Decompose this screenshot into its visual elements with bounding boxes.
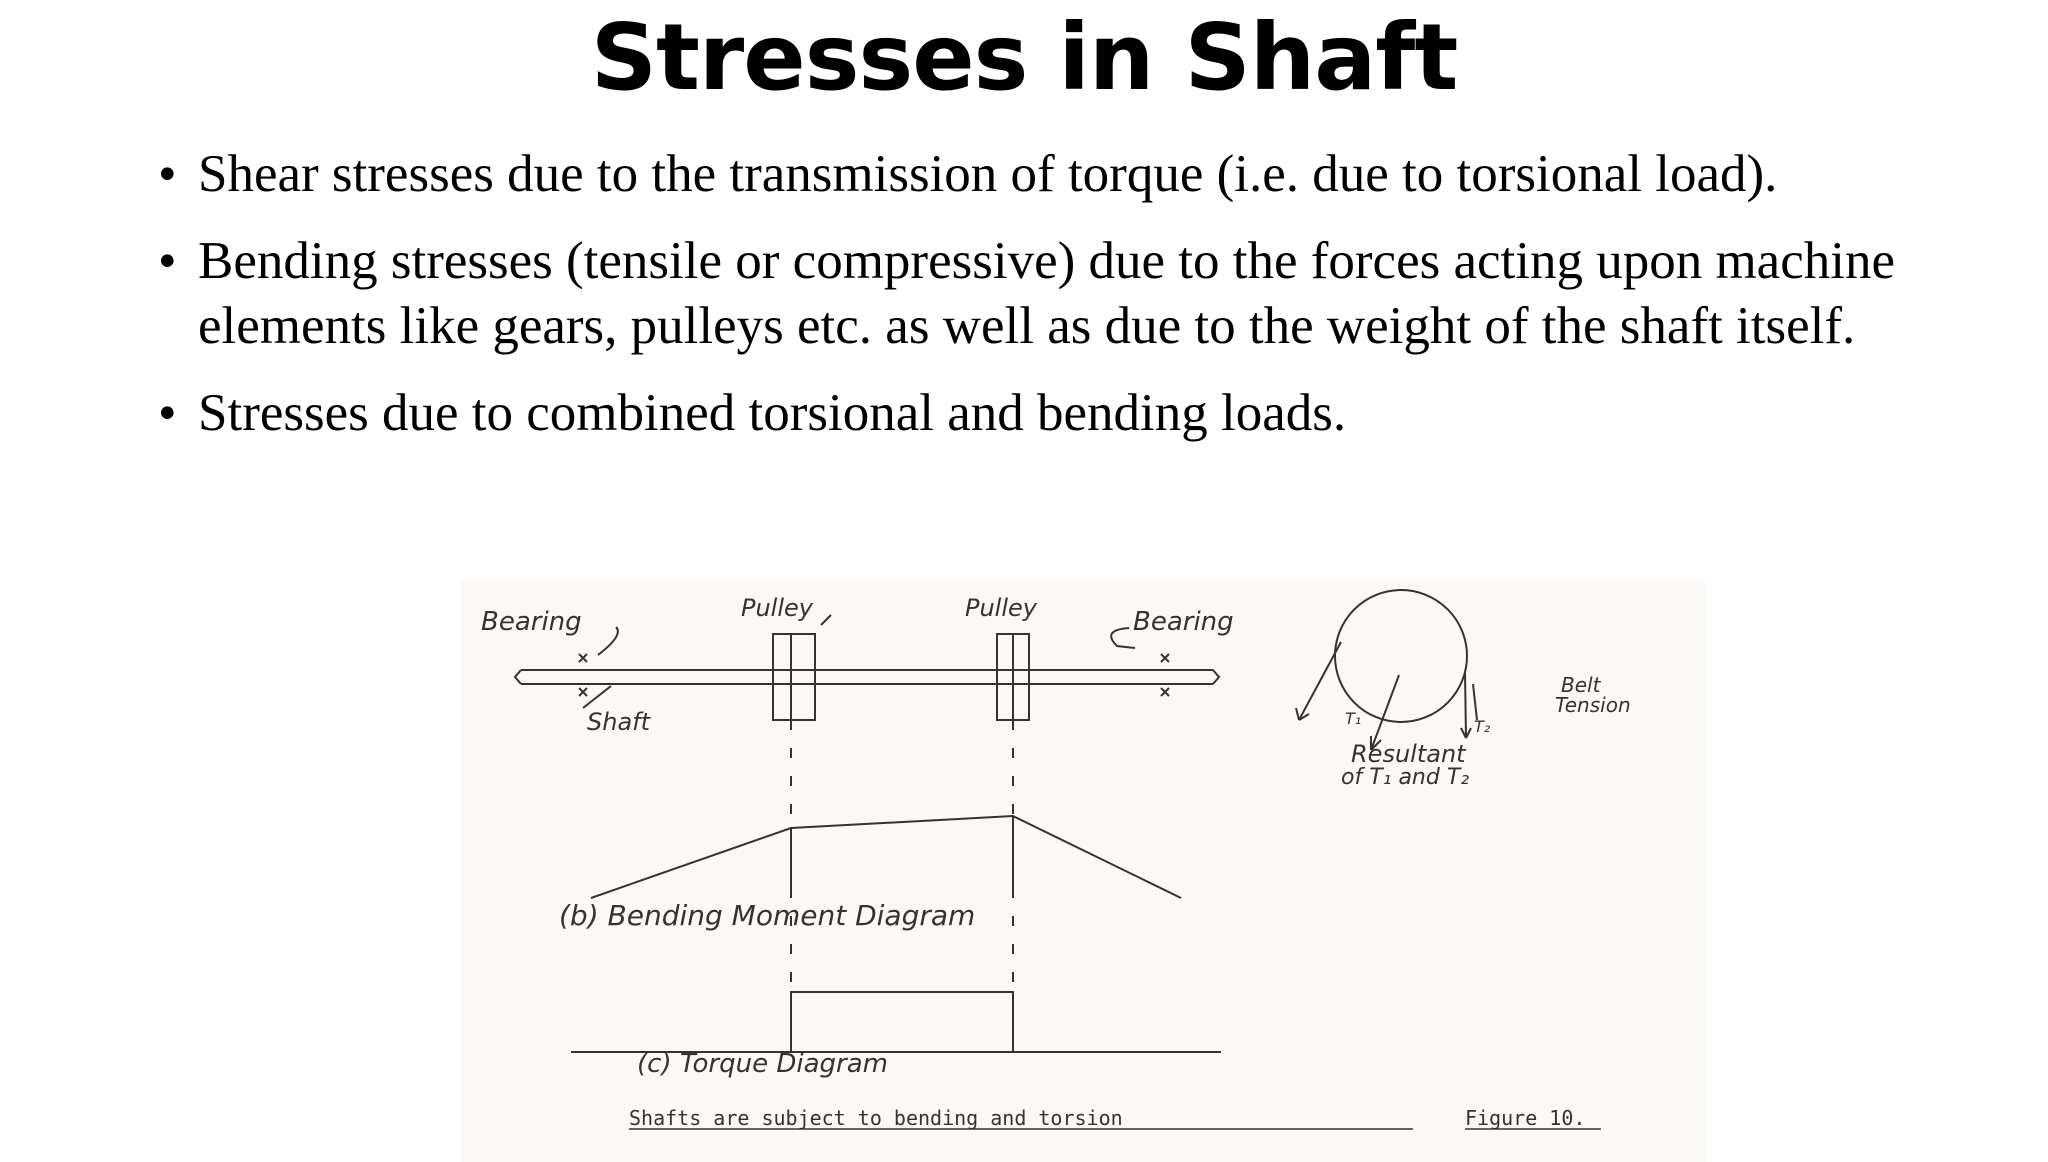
pulley-right-label: Pulley <box>965 594 1037 622</box>
bullet-text: Bending stresses (tensile or compressive) due to the forces acting upon machine elements like gears, pulleys etc. as well as due to the weight of the shaft itself. <box>198 232 1895 355</box>
tension-label: Tension <box>1555 693 1631 717</box>
footer-caption: Shafts are subject to bending and torsion <box>629 1106 1123 1130</box>
shaft-left-end <box>515 670 521 684</box>
shaft-right-end <box>1213 670 1219 684</box>
t1-label: T₁ <box>1345 709 1362 728</box>
slide-title: Stresses in Shaft <box>590 4 1458 111</box>
bearing-right-mark <box>1161 688 1169 696</box>
t2-label: T₂ <box>1474 717 1491 736</box>
belt-label: Belt <box>1561 673 1601 697</box>
bending-moment-curve <box>591 816 1181 898</box>
resultant-arrow <box>1371 675 1399 750</box>
bearing-right-mark <box>1161 654 1169 662</box>
bearing-right-label: Bearing <box>1133 607 1234 637</box>
bullet-dot: • <box>158 384 177 442</box>
belt-t1-line <box>1299 642 1341 720</box>
resultant-label: Resultant <box>1351 740 1466 768</box>
bullet-text: Stresses due to combined torsional and bending loads. <box>198 384 1347 442</box>
shaft-diagram-svg <box>461 580 1705 1152</box>
resultant-of-label: of T₁ and T₂ <box>1341 765 1470 790</box>
torque-caption: (c) Torque Diagram <box>637 1049 888 1079</box>
bullet-dot: • <box>158 232 177 290</box>
bearing-left-leader <box>598 627 618 655</box>
shaft-leader <box>583 686 611 708</box>
pulley-circle <box>1335 590 1467 722</box>
bullet-text: Shear stresses due to the transmission of torque (i.e. due to torsional load). <box>198 145 1778 203</box>
bearing-left-label: Bearing <box>481 607 582 637</box>
pulley-left-label: Pulley <box>741 594 813 622</box>
bullet-dot: • <box>158 145 177 203</box>
bearing-right-leader <box>1111 628 1135 648</box>
torque-block <box>791 992 1013 1052</box>
bullet-item <box>150 142 1930 207</box>
bullet-item <box>150 381 1930 446</box>
bullet-item <box>150 229 1930 359</box>
bullet-list <box>150 142 1930 468</box>
figure-number: Figure 10. <box>1465 1106 1586 1130</box>
shaft-label: Shaft <box>587 708 651 736</box>
pulley-right-leader <box>821 615 831 625</box>
pulley-left <box>773 634 815 720</box>
bearing-left-mark <box>579 654 587 662</box>
bending-moment-caption: (b) Bending Moment Diagram <box>559 899 976 932</box>
belt-t2-line <box>1465 672 1466 738</box>
bearing-left-mark <box>579 688 587 696</box>
shaft-figure <box>461 580 1705 1162</box>
tension-leader <box>1473 684 1477 720</box>
